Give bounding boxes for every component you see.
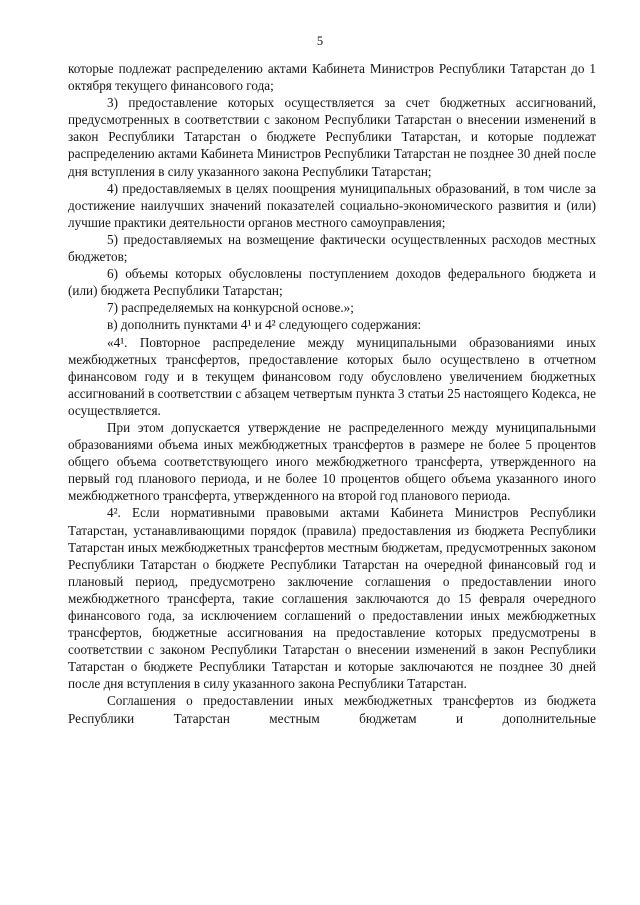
paragraph: Соглашения о предоставлении иных межбюджетных трансфертов из бюджета Республики Татарстан местным бюджетам и дополнительные — [68, 693, 596, 726]
paragraph: 5) предоставляемых на возмещение фактически осуществленных расходов местных бюджетов; — [68, 231, 596, 265]
page-number: 5 — [316, 34, 324, 48]
paragraph: «4¹. Повторное распределение между муниципальными образованиями иных межбюджетных трансфертов, предоставление которых было осуществлено в отчетном финансовом году и в текущем финансовом году обусловлено увеличением бюджетных ассигнований в соответствии с абзацем четвертым пункта 3 статьи 25 настоящего Кодекса, не осуществляется. — [68, 334, 596, 418]
paragraph: 3) предоставление которых осуществляется за счет бюджетных ассигнований, предусмотренных в соответствии с законом Республики Татарстан о внесении изменений в закон Республики Татарстан о бюджете Республики Татарстан, и которые подлежат распределению актами Кабинета Министров Республики Татарстан не позднее 30 дней после дня вступления в силу указанного закона Республики Татарстан; — [68, 95, 596, 179]
document-body — [68, 60, 596, 727]
paragraph: 4) предоставляемых в целях поощрения муниципальных образований, в том числе за достижение наилучших значений показателей социально-экономического развития и (или) лучшие практики деятельности органов местного самоуправления; — [68, 180, 596, 230]
paragraph: 4². Если нормативными правовыми актами Кабинета Министров Республики Татарстан, устанавливающими порядок (правила) предоставления из бюджета Республики Татарстан иных межбюджетных трансфертов местным бюджетам, предусмотренных законом Республики Татарстан о бюджете Республики Татарстан на очередной финансовый год и плановый период, предусмотрено заключение соглашения о предоставлении иного межбюджетного трансферта, такие соглашения заключаются до 15 февраля очередного финансового года, за исключением соглашений о предоставлении иных межбюджетных трансфертов, бюджетные ассигнования на предоставление которых предусмотрены в соответствии с законом Республики Татарстан о внесении изменений в закон Республики Татарстан о бюджете Республики Татарстан и которые заключаются не позднее 30 дней после дня вступления в силу указанного закона Республики Татарстан. — [68, 505, 596, 692]
paragraph: в) дополнить пунктами 4¹ и 4² следующего содержания: — [107, 317, 422, 333]
paragraph: которые подлежат распределению актами Кабинета Министров Республики Татарстан до 1 октября текущего финансового года; — [68, 61, 596, 94]
paragraph: При этом допускается утверждение не распределенного между муниципальными образованиями объема иных межбюджетных трансфертов в размере не более 5 процентов общего объема соответствующего иного межбюджетного трансферта, утвержденного на первый год планового периода, и не более 10 процентов общего объема указанного иного межбюджетного трансферта, утвержденного на второй год планового периода. — [68, 419, 596, 504]
paragraph: 7) распределяемых на конкурсной основе.»; — [107, 300, 354, 316]
paragraph: 6) объемы которых обусловлены поступлением доходов федерального бюджета и (или) бюджета Республики Татарстан; — [68, 266, 596, 299]
